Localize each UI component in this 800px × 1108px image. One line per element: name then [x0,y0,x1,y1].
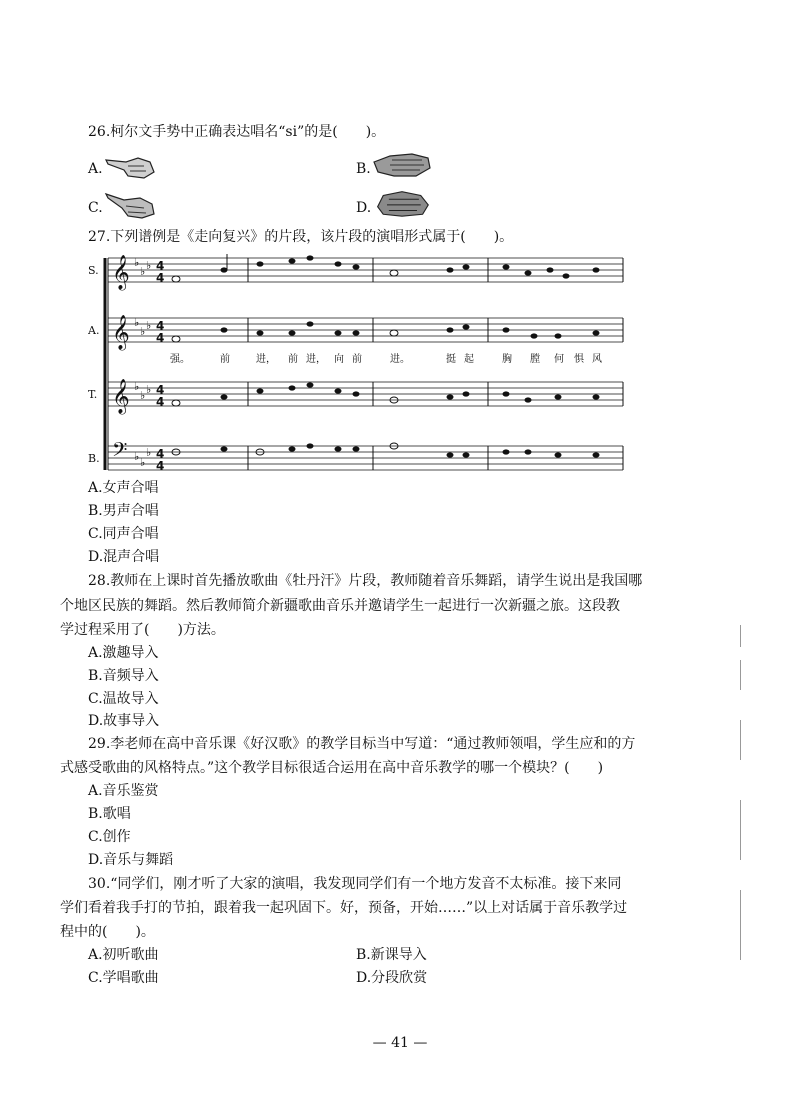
svg-text:4: 4 [156,459,165,473]
q29-option: C.创作 [88,829,131,845]
lyric: 惧 [574,354,584,365]
margin-mark [740,625,741,647]
svg-text:♭: ♭ [140,389,146,402]
question-27-stem: 27.下列谱例是《走向复兴》的片段，该片段的演唱形式属于( )。 [88,229,514,245]
svg-text:4: 4 [156,395,165,409]
lyric: 风 [592,354,602,365]
q29-option: A.音乐鉴赏 [88,783,159,799]
margin-mark [740,660,741,690]
svg-text:♭: ♭ [146,319,152,332]
margin-mark [740,890,741,960]
lyric: 进。 [390,354,410,365]
question-30-line: 学们看着我手打的节拍，跟着我一起巩固下。好，预备，开始……”以上对话属于音乐教学过 [60,900,628,916]
voice-label-t: T. [88,388,98,401]
staff-soprano [108,258,623,282]
q27-option: B.男声合唱 [88,503,159,519]
question-28-line: 学过程采用了( )方法。 [60,622,225,638]
lyric: 进， [256,354,276,365]
treble-clef-tenor: 𝄞 [112,379,130,414]
svg-text:♭: ♭ [140,456,146,469]
voice-label-b: B. [88,452,100,465]
music-score [88,252,628,477]
svg-text:4: 4 [156,383,165,397]
q27-option: D.混声合唱 [88,549,160,565]
q29-option: D.音乐与舞蹈 [88,852,174,868]
voice-label-s: S. [88,264,99,277]
question-28-line: 28.教师在上课时首先播放歌曲《牡丹汗》片段，教师随着音乐舞蹈，请学生说出是我国哪 [88,573,643,589]
q28-option: D.故事导入 [88,713,160,729]
q29-option: B.歌唱 [88,806,131,822]
hand-pointing-down-icon [104,190,158,220]
hand-fist-icon [372,188,432,218]
bass-clef: 𝄢 [112,438,128,466]
margin-mark [740,720,741,760]
lyric: 前 [288,354,298,365]
svg-text:♭: ♭ [134,256,140,269]
q26-option-c-label: C. [88,200,103,216]
staff-bass [108,446,623,470]
question-28-line: 个地区民族的舞蹈。然后教师简介新疆歌曲音乐并邀请学生一起进行一次新疆之旅。这段教 [60,598,620,614]
question-29-line: 式感受歌曲的风格特点。”这个教学目标很适合运用在高中音乐教学的哪一个模块？( ) [60,760,604,776]
lyric: 强。 [170,354,190,365]
lyric: 起 [464,354,474,365]
question-26-stem: 26.柯尔文手势中正确表达唱名“si”的是( )。 [88,124,386,140]
svg-text:4: 4 [156,259,165,273]
svg-text:♭: ♭ [134,380,140,393]
q26-option-d-label: D. [356,200,372,216]
q26-option-a-label: A. [88,161,103,177]
staff-tenor [108,382,623,406]
q28-option: B.音频导入 [88,668,159,684]
lyric: 前 [220,354,230,365]
q27-option: C.同声合唱 [88,526,159,542]
q30-option-c: C.学唱歌曲 [88,970,159,986]
q30-option-b: B.新课导入 [356,947,427,963]
svg-text:♭: ♭ [146,446,152,459]
q30-option-a: A.初听歌曲 [88,947,159,963]
svg-text:♭: ♭ [140,265,146,278]
svg-text:4: 4 [156,319,165,333]
question-30-line: 程中的( )。 [60,924,155,940]
svg-text:♭: ♭ [146,259,152,272]
treble-clef-soprano: 𝄞 [112,255,130,290]
lyric: 前 [352,354,362,365]
page-number: — 41 — [372,1035,428,1051]
voice-label-a: A. [88,324,100,337]
question-29-line: 29.李老师在高中音乐课《好汉歌》的教学目标当中写道：“通过教师领唱，学生应和的方 [88,736,636,752]
svg-text:4: 4 [156,331,165,345]
q27-option: A.女声合唱 [88,480,159,496]
q28-option: C.温故导入 [88,691,159,707]
hand-flat-icon [372,150,432,180]
margin-mark [740,800,741,860]
q26-option-b-label: B. [356,161,371,177]
staff-alto [108,318,623,342]
lyric: 何 [554,354,564,365]
svg-text:♭: ♭ [134,450,140,463]
svg-text:4: 4 [156,447,165,461]
lyric: 进， [306,354,326,365]
hand-pointing-icon [104,150,158,180]
lyric: 挺 [446,354,456,365]
svg-text:4: 4 [156,271,165,285]
treble-clef-alto: 𝄞 [112,315,130,350]
svg-text:♭: ♭ [140,325,146,338]
q28-option: A.激趣导入 [88,645,159,661]
lyric: 胸 [502,354,512,365]
svg-text:♭: ♭ [134,316,140,329]
lyric: 膛 [530,354,540,365]
lyric: 向 [334,354,344,365]
question-30-line: 30.“同学们，刚才听了大家的演唱，我发现同学们有一个地方发音不太标准。接下来同 [88,876,622,892]
svg-text:♭: ♭ [146,383,152,396]
q30-option-d: D.分段欣赏 [356,970,428,986]
